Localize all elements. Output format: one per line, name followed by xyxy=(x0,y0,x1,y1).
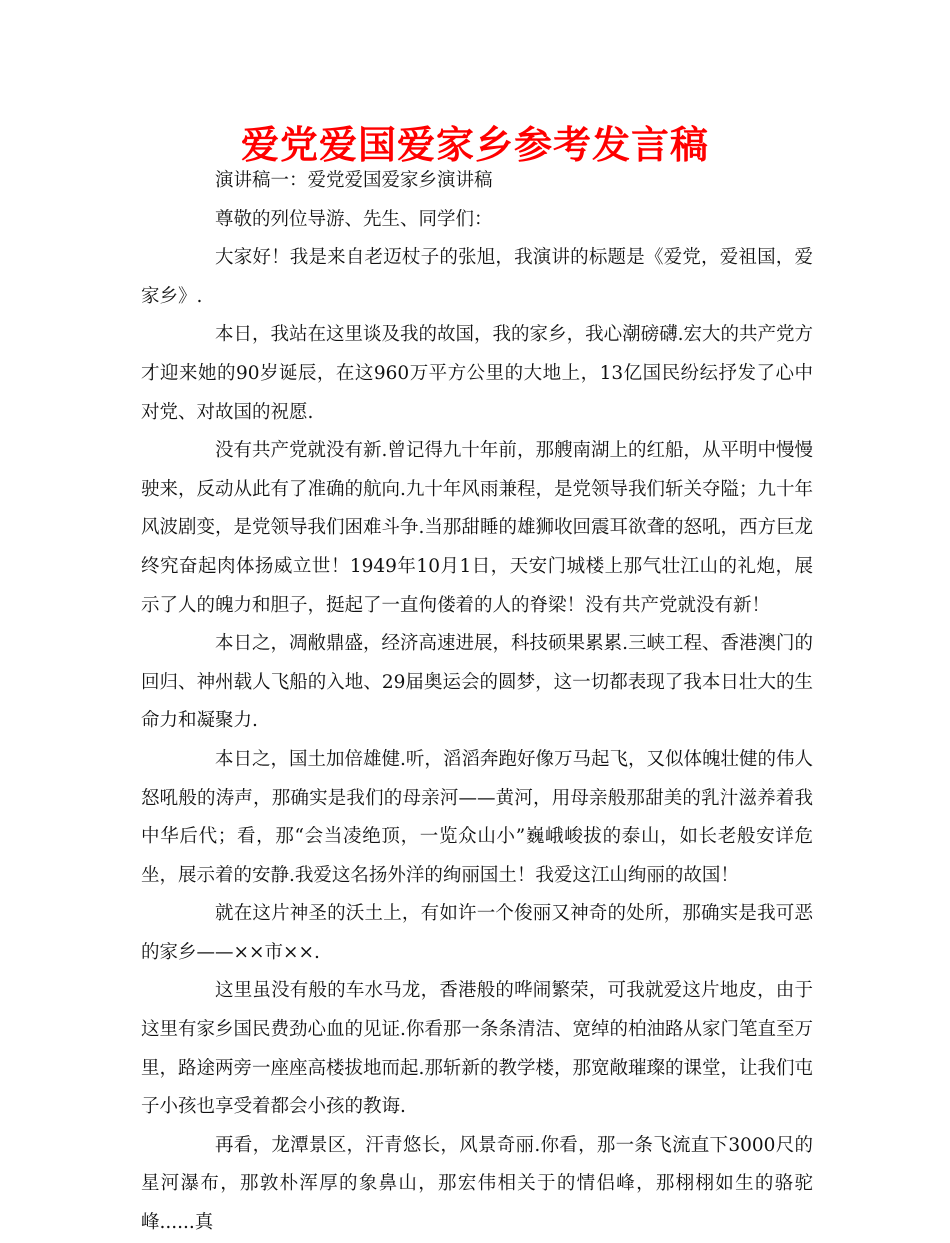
paragraph-today: 本日，我站在这里谈及我的故国，我的家乡，我心潮磅礴.宏大的共产党方才迎来她的90岁诞辰，在这960万平方公里的大地上，13亿国民纷纭抒发了心中对党、对故国的祝愿. xyxy=(141,324,813,423)
paragraph-hometown: 就在这片神圣的沃土上，有如许一个俊丽又神奇的处所，那确实是我可恶的家乡——××市××. xyxy=(141,903,813,963)
paragraph-scenic-area: 再看，龙潭景区，汗青悠长，风景奇丽.你看，那一条飞流直下3000尺的星河瀑布，那敦朴浑厚的象鼻山，那宏伟相关于的情侣峰，那栩栩如生的骆驼峰......真 xyxy=(141,1134,813,1234)
paragraph-prosperity: 本日之，凋敝鼎盛，经济高速进展，科技硕果累累.三峡工程、香港澳门的回归、神州载人飞船的入地、29届奥运会的圆梦，这一切都表现了我本日壮大的生命力和凝聚力. xyxy=(141,633,813,732)
paragraph-greeting: 大家好！我是来自老迈杖子的张旭，我演讲的标题是《爱党，爱祖国，爱家乡》. xyxy=(141,247,813,307)
paragraph-landscape: 本日之，国土加倍雄健.听，滔滔奔跑好像万马起飞，又似体魄壮健的伟人怒吼般的涛声，那确实是我们的母亲河——黄河，用母亲般那甜美的乳汁滋养着我中华后代；看，那“会当凌绝顶，一览众山小”巍峨峻拔的泰山，如长老般安详危坐，展示着的安静.我爱这名扬外洋的绚丽国土！我爱这江山绚丽的故国！ xyxy=(141,748,813,886)
document-body xyxy=(141,162,813,1243)
paragraph-hometown-development: 这里虽没有般的车水马龙，香港般的哗闹繁荣，可我就爱这片地皮，由于这里有家乡国民费劲心血的见证.你看那一条条清洁、宽绰的柏油路从家门笔直至万里，路途两旁一座座高楼拔地而起.那斩新的教学楼，那宽敞璀璨的课堂，让我们屯子小孩也享受着都会小孩的教诲. xyxy=(141,980,813,1118)
paragraph-party-history: 没有共产党就没有新.曾记得九十年前，那艘南湖上的红船，从平明中慢慢驶来，反动从此有了准确的航向.九十年风雨兼程，是党领导我们斩关夺隘；九十年风波剧变，是党领导我们困难斗争.当那甜睡的雄狮收回震耳欲聋的怒吼，西方巨龙终究奋起肉体扬威立世！1949年10月1日，天安门城楼上那气壮江山的礼炮，展示了人的魄力和胆子，挺起了一直佝偻着的人的脊梁！没有共产党就没有新！ xyxy=(141,440,813,616)
paragraph-speech-heading: 演讲稿一：爱党爱国爱家乡演讲稿 xyxy=(215,170,493,191)
paragraph-salutation: 尊敬的列位导游、先生、同学们： xyxy=(215,208,493,230)
document-title: 爱党爱国爱家乡参考发言稿 xyxy=(240,122,709,167)
